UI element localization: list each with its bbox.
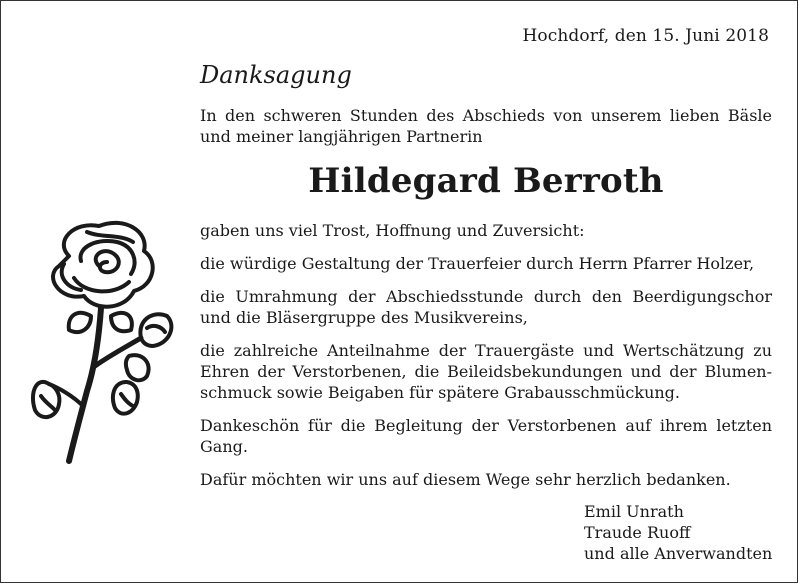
intro-text: In den schweren Stunden des Abschieds von unserem lieben Bäsle und meiner langjährigen Partnerin	[200, 106, 772, 146]
notice-heading: Danksagung	[200, 61, 352, 89]
signature-line: Emil Unrath	[584, 502, 684, 521]
paragraph: Dankeschön für die Begleitung der Verstorbenen auf ihrem letzten Gang.	[200, 416, 772, 456]
paragraph: die zahlreiche Anteilnahme der Trauergäste und Wertschätzung zu Ehren der Verstorbenen, die Beileidsbekundungen und der Blumenschmuck sowie Beigaben für spätere Grabausschmückung.	[200, 341, 772, 402]
paragraph: gaben uns viel Trost, Hoffnung und Zuversicht:	[200, 221, 585, 240]
paragraph: die würdige Gestaltung der Trauerfeier durch Herrn Pfarrer Holzer,	[200, 254, 755, 273]
paragraph: die Umrahmung der Abschiedsstunde durch den Beerdigungschor und die Bläsergruppe des Musikvereins,	[200, 287, 772, 327]
thanks-body	[200, 220, 772, 502]
rose-icon	[29, 216, 179, 476]
deceased-name: Hildegard Berroth	[308, 161, 664, 201]
signature-line: und alle Anverwandten	[584, 544, 773, 563]
paragraph: Dafür möchten wir uns auf diesem Wege sehr herzlich bedanken.	[200, 470, 731, 489]
signature-block	[584, 501, 772, 564]
signature-line: Traude Ruoff	[584, 523, 691, 542]
place-date: Hochdorf, den 15. Juni 2018	[522, 26, 769, 46]
